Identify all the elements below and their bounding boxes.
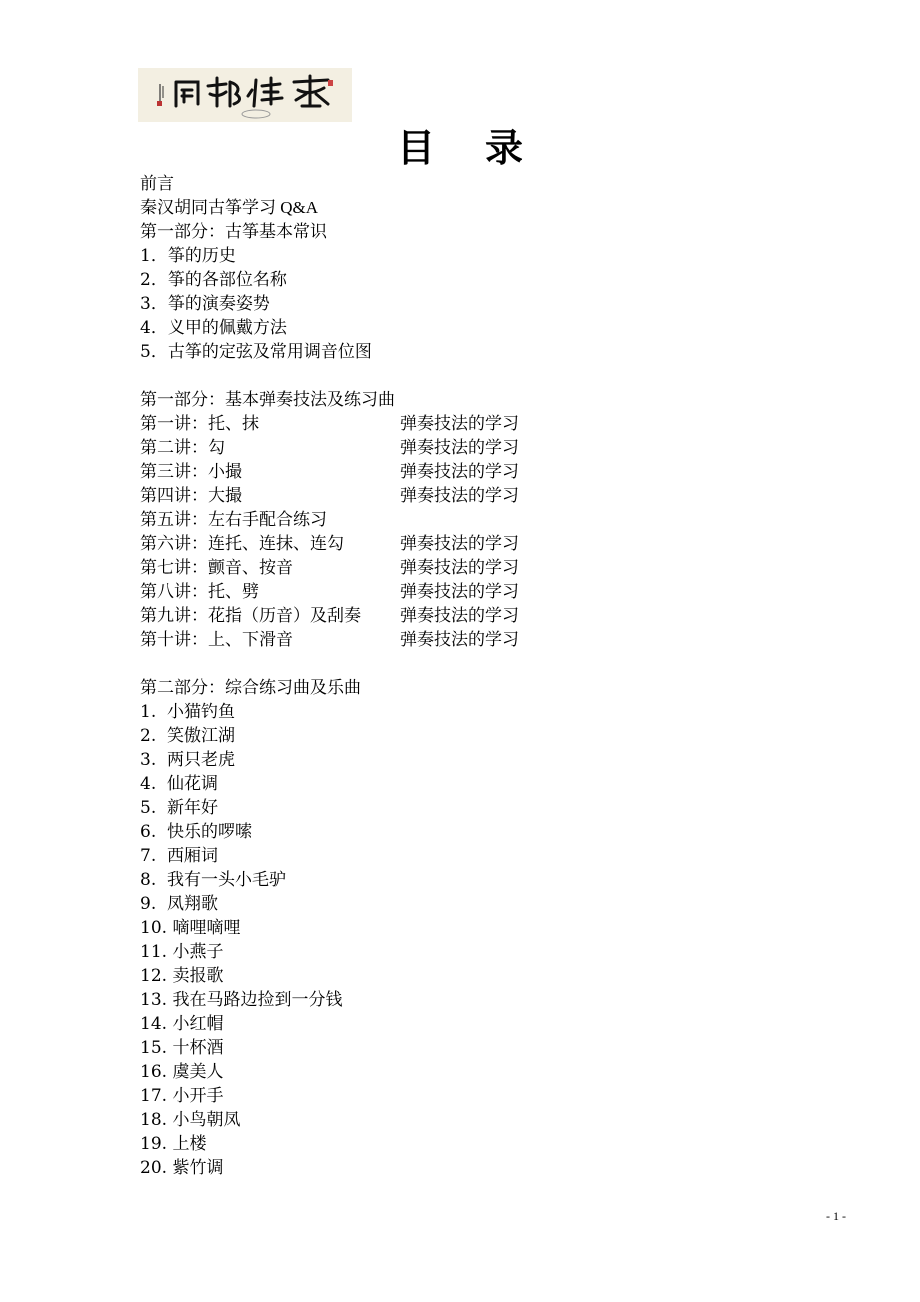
lecture-note: 弹奏技法的学习 <box>400 534 519 554</box>
page-title: 目录 <box>396 125 573 170</box>
piece-entry: 10. 嘀哩嘀哩 <box>140 918 241 938</box>
lecture-title: 第八讲：托、劈 <box>140 582 259 602</box>
lecture-title: 第一讲：托、抹 <box>140 414 259 434</box>
piece-entry: 18. 小鸟朝凤 <box>140 1110 241 1130</box>
lecture-title: 第四讲：大撮 <box>140 486 242 506</box>
piece-entry: 12. 卖报歌 <box>140 966 224 986</box>
lecture-note: 弹奏技法的学习 <box>400 606 519 626</box>
piece-entry: 13. 我在马路边捡到一分钱 <box>140 990 343 1010</box>
lecture-note: 弹奏技法的学习 <box>400 462 519 482</box>
piece-entry: 3. 两只老虎 <box>140 750 236 770</box>
toc-entry: 5．古筝的定弦及常用调音位图 <box>140 342 372 362</box>
lecture-title: 第九讲：花指（历音）及刮奏 <box>140 606 361 626</box>
toc-entry: 1．筝的历史 <box>140 246 236 266</box>
piece-entry: 1. 小猫钓鱼 <box>140 702 236 722</box>
toc-entry: 2．筝的各部位名称 <box>140 270 287 290</box>
lecture-title: 第六讲：连托、连抹、连勾 <box>140 534 344 554</box>
toc-entry: 前言 <box>140 174 174 194</box>
piece-entry: 2. 笑傲江湖 <box>140 726 236 746</box>
section-heading: 第二部分：综合练习曲及乐曲 <box>140 678 361 698</box>
lecture-note: 弹奏技法的学习 <box>400 414 519 434</box>
piece-entry: 7. 西厢词 <box>140 846 219 866</box>
lecture-title: 第二讲：勾 <box>140 438 225 458</box>
piece-entry: 19. 上楼 <box>140 1134 207 1154</box>
section-heading: 第一部分：古筝基本常识 <box>140 222 327 242</box>
calligraphy-logo <box>138 68 352 122</box>
piece-entry: 16. 虞美人 <box>140 1062 224 1082</box>
piece-entry: 6. 快乐的啰嗦 <box>140 822 253 842</box>
toc-entry: 秦汉胡同古筝学习 Q&A <box>140 198 319 217</box>
section-heading: 第一部分：基本弹奏技法及练习曲 <box>140 390 395 410</box>
toc-entry: 3．筝的演奏姿势 <box>140 294 270 314</box>
piece-entry: 5. 新年好 <box>140 798 219 818</box>
piece-entry: 8. 我有一头小毛驴 <box>140 870 287 890</box>
piece-entry: 14. 小红帽 <box>140 1014 224 1034</box>
piece-entry: 17. 小开手 <box>140 1086 224 1106</box>
lecture-note: 弹奏技法的学习 <box>400 438 519 458</box>
toc-entry: 4．义甲的佩戴方法 <box>140 318 287 338</box>
piece-entry: 15. 十杯酒 <box>140 1038 224 1058</box>
lecture-note: 弹奏技法的学习 <box>400 558 519 578</box>
piece-entry: 9. 凤翔歌 <box>140 894 219 914</box>
piece-entry: 4. 仙花调 <box>140 774 219 794</box>
lecture-title: 第五讲：左右手配合练习 <box>140 510 327 530</box>
lecture-note: 弹奏技法的学习 <box>400 630 519 650</box>
piece-entry: 11. 小燕子 <box>140 942 224 962</box>
lecture-note: 弹奏技法的学习 <box>400 582 519 602</box>
piece-entry: 20. 紫竹调 <box>140 1158 224 1178</box>
lecture-note: 弹奏技法的学习 <box>400 486 519 506</box>
lecture-title: 第七讲：颤音、按音 <box>140 558 293 578</box>
lecture-title: 第三讲：小撮 <box>140 462 242 482</box>
lecture-title: 第十讲：上、下滑音 <box>140 630 293 650</box>
page-number: - 1 - <box>826 1209 846 1223</box>
calligraphy-logo-image <box>138 68 352 122</box>
